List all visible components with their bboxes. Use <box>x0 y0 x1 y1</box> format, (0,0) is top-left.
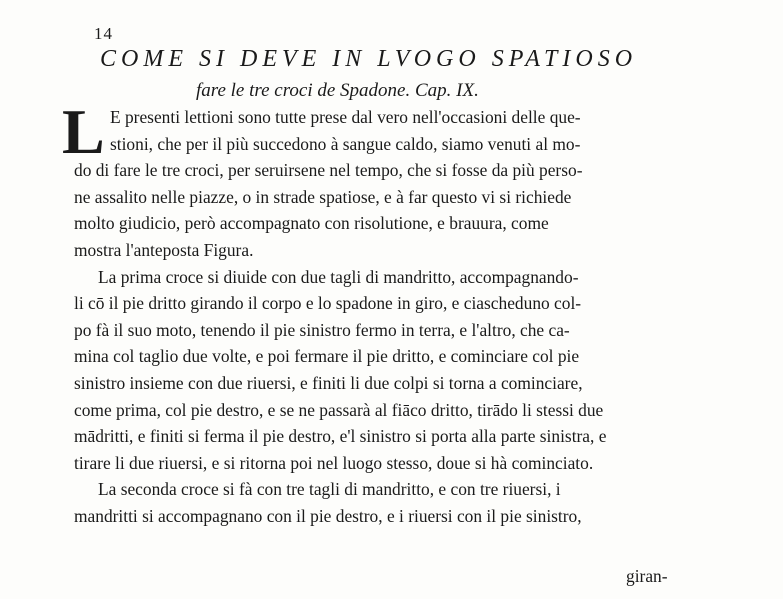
text-line: li cō il pie dritto girando il corpo e lo spadone in giro, e ciascheduno col- <box>74 293 582 314</box>
chapter-subheading: fare le tre croci de Spadone. Cap. IX. <box>196 80 479 101</box>
text-line: molto giudicio, però accompagnato con risolutione, e brauura, come <box>74 213 549 234</box>
chapter-heading: COME SI DEVE IN LVOGO SPATIOSO <box>100 46 638 72</box>
drop-cap: L <box>62 96 105 167</box>
text-line: stioni, che per il più succedono à sangue caldo, siamo venuti al mo- <box>110 133 581 154</box>
text-line: come prima, col pie destro, e se ne passarà al fiāco dritto, tirādo li stessi due <box>74 399 604 420</box>
body-text <box>74 104 724 530</box>
text-line: mostra l'anteposta Figura. <box>74 239 254 260</box>
text-line: mādritti, e finiti si ferma il pie destro, e'l sinistro si porta alla parte sinistra, e <box>74 426 607 447</box>
text-line: mina col taglio due volte, e poi fermare il pie dritto, e cominciare col pie <box>74 346 580 367</box>
text-line: La seconda croce si fà con tre tagli di mandritto, e con tre riuersi, i <box>98 479 561 500</box>
text-line: La prima croce si diuide con due tagli di mandritto, accompagnando- <box>98 266 579 287</box>
text-line: E presenti lettioni sono tutte prese dal vero nell'occasioni delle que- <box>110 107 581 127</box>
text-line: tirare li due riuersi, e si ritorna poi nel luogo stesso, doue si hà cominciato. <box>74 452 594 473</box>
text-line: sinistro insieme con due riuersi, e finiti li due colpi si torna a cominciare, <box>74 372 583 393</box>
text-line: do di fare le tre croci, per seruirsene nel tempo, che si fosse da più perso- <box>74 160 583 181</box>
page-number: 14 <box>94 24 113 43</box>
text-line: po fà il suo moto, tenendo il pie sinistro fermo in terra, e l'altro, che ca- <box>74 319 570 340</box>
text-line: ne assalito nelle piazze, o in strade spatiose, e à far questo vi si richiede <box>74 186 572 207</box>
text-line: mandritti si accompagnano con il pie destro, e i riuersi con il pie sinistro, <box>74 505 582 526</box>
catchword: giran- <box>626 566 668 586</box>
